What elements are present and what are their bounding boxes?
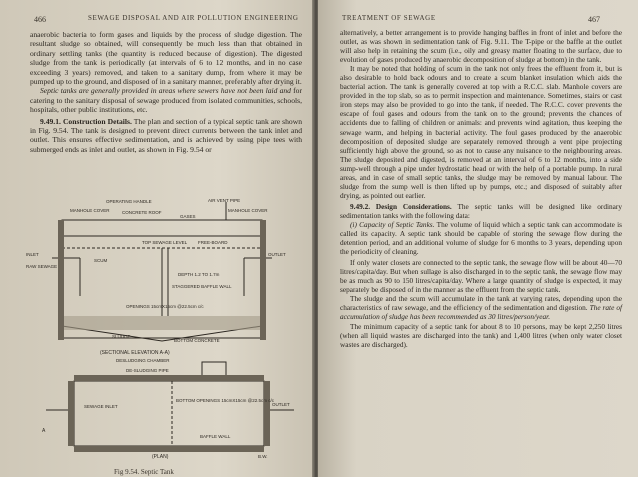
figure-label: CONCRETE ROOF [122,210,162,215]
figure-label: (SECTIONAL ELEVATION A-A) [100,350,170,356]
figure-label: MANHOLE COVER [70,208,110,213]
figure-label: A [42,428,46,434]
text-run: The sludge and the scum will accumulate in the tank at varying rates, depending upon the characteristics of raw sewage, and the efficiency of the sedimentation and digestion. [340,294,622,313]
paragraph: anaerobic bacteria to form gases and liquids by the process of sludge digestion. The resultant sludge so obtained, will consequently be much less than that obtained in ordinary settling tanks (the quantity is reduced because of digestion). The digested sludge from the tank is periodically (at intervals of 6 to 12 months, and in no case exceeding 3 years) removed, and taken to a sanitary dump, from where it may be pumped up to the ground, and disposed of in a sanitary manner, preferably after drying it. [30,30,302,87]
figure-label: MANHOLE COVER [228,208,268,213]
body-text-top [30,30,302,154]
figure-label: BAFFLE WALL [200,434,231,439]
figure-label: STAGGERED BAFFLE WALL [172,284,232,289]
figure-label: TOP SEWAGE LEVEL [142,240,188,245]
paragraph [30,117,302,155]
text-run: The plan and section of a typical septic tank are shown in Fig. 9.54. The tank is designed to prevent direct currents between the tank inlet and outlet. This ensures effective sedimentation, and is achieved by using pipe tees with submerged ends as inlet and outlet, as shown in Fig. 9.54 or [30,116,302,154]
text-run: The septic tanks will be designed like ordinary sedimentation tanks with the following data: [340,201,622,220]
figure-drawing [22,196,312,466]
running-head: TREATMENT OF SEWAGE [342,14,436,22]
figure-label: INLET [26,252,39,257]
italic-text: Septic tanks are generally provided in areas where sewers have not been laid and [40,86,291,96]
figure-label: OPENINGS 15cmX15cm @22.5cm c/c [126,304,204,309]
paragraph: If only water closets are connected to the septic tank, the sewage flow will be about 40—70 litres/capita/day. But when sullage is also discharged in to the septic tank, the sewage flow may be as much as 90 to 150 litres/capita/day. Where a large quantity of sludge is expected, it may separately be disposed of in the manner as the effluent from the septic tank. [340,258,622,295]
paragraph: It may be noted that holding of scum in the tank not only frees the effluent from it, but is also desirable to hold back odours and to create a scum blanket insulation which aids the bacterial action. The tank is generally covered at top with a R.C.C. slab. Manhole covers are provided in the top slab, so as to permit inspection and maintenance. Sometimes, stairs or cast iron steps may also be provided to go into the tank, if needed. The R.C.C. cover prevents the escape of foul gases and odours from the tank on to the ground; prevents the chances of accidents due to falling of children or animals: and prevents wind agitation, thus keeping the sewage warm, and helping in bacterial activity. The foul gases produced by the anaerobic decomposition of deposited sludge are separately removed through a vent pipe projecting sufficiently high above the ground, so as not to cause any nuisance to the neighbouring areas. The sludge deposited and digested, is removed at an interval of 6 to 12 months, into a side sump-well through a pipe under hydrostatic head or with the help of a portable pump. In rural areas, and in case of small septic tanks, the sludge may be removed by manual labour. The sludge from the sump well is then lifted up by pumps, etc.; and disposed of suitably after drying, as pointed out earlier. [340,64,622,200]
section-heading: 9.49.1. Construction Details. [40,116,132,126]
paragraph: The minimum capacity of a septic tank for about 8 to 10 persons, may be kept 2,250 litres (when all liquid wastes are discharged into the tank) and 1,400 litres (when only water closet wastes are discharged). [340,321,622,349]
text-run: for catering to the sanitary disposal of sewage produced from isolated communities, schools, hospitals, other public institutions, etc. [30,86,302,115]
figure-label: B.W. [258,454,268,459]
septic-tank-figure [22,196,312,466]
page-number: 467 [588,15,600,24]
figure-label: OUTLET [272,402,290,407]
figure-label: DESLUDGING CHAMBER [116,358,170,363]
figure-label: SLUDGE [112,334,131,339]
paragraph [340,220,622,256]
page-number: 466 [34,15,46,24]
figure-caption: Fig 9.54. Septic Tank [114,468,174,476]
section-heading: 9.49.2. Design Considerations. [350,201,452,211]
paragraph: alternatively, a better arrangement is to provide hanging baffles in front of inlet and before the outlet, as was shown in sedimentation tank of Fig. 9.11. The T-pipe or the baffle at the outlet will also help in retaining the scum (i.e., oily and greasy matter floating to the surface, due to evolution of gases produced by anaerobic decomposition of sludge at bottom) in the tank. [340,28,622,65]
paragraph [340,202,622,220]
figure-label: RAW SEWAGE [26,264,58,269]
text-run: The volume of liquid which a septic tank can accommodate is called its capacity. A septic tank should be capable of storing the sewage flow during the detention period, and an additional volume of sludge for 6 months to 3 years, depending upon the periodicity of cleaning. [340,219,623,257]
left-page [0,0,314,477]
item-heading: (i) Capacity of Septic Tanks. [350,219,435,229]
figure-label: DE-SLUDGING PIPE [126,368,169,373]
body-text [340,28,622,349]
figure-label: FREE-BOARD [198,240,228,245]
figure-label: (PLAN) [152,454,169,460]
right-page [318,0,638,477]
figure-label: OUTLET [268,252,286,257]
paragraph [340,294,622,321]
figure-label: DEPTH 1.2 TO 1.7m [178,272,220,277]
figure-label: GASES [180,214,196,219]
running-head: SEWAGE DISPOSAL AND AIR POLLUTION ENGINEERING [88,14,299,22]
italic-text: The rate of accumulation of sludge has been recommended as 30 litres/person/year. [340,303,622,322]
figure-label: SCUM [94,258,108,263]
figure-label: BOTTOM CONCRETE [174,338,220,343]
figure-label: OPERATING HANDLE [106,199,152,204]
paragraph [30,86,302,114]
figure-label: SEWAGE INLET [84,404,118,409]
figure-label: BOTTOM OPENINGS 15cmX15cm @22.5cm c/c [176,398,275,403]
plan-outline [74,381,264,446]
figure-label: AIR VENT PIPE [208,198,241,203]
